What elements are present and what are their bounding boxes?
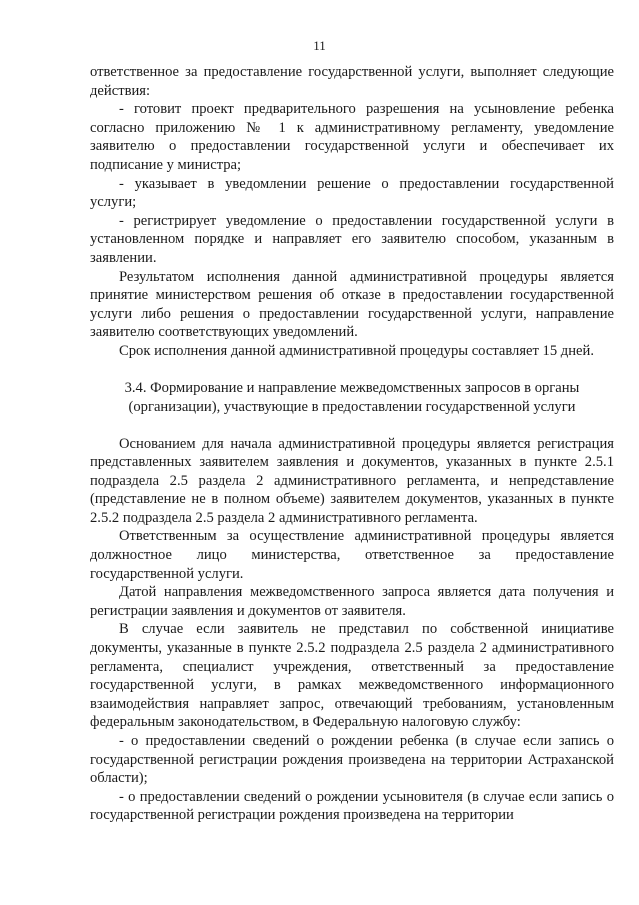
section-heading bbox=[90, 379, 614, 417]
paragraph: Ответственным за осуществление административной процедуры является должностное лицо министерства, ответственное за предоставление государственной услуги. bbox=[90, 528, 614, 582]
page-number: 11 bbox=[313, 38, 326, 53]
paragraph: - регистрирует уведомление о предоставлении государственной услуги в установленном порядке и направляет его заявителю способом, указанным в заявлении. bbox=[90, 212, 614, 266]
paragraph: Срок исполнения данной административной процедуры составляет 15 дней. bbox=[119, 342, 594, 359]
paragraph: Результатом исполнения данной административной процедуры является принятие министерством решения об отказе в предоставлении государственной услуги либо решения о предоставлении государственной услуги, направление заявителю соответствующих уведомлений. bbox=[90, 268, 614, 341]
paragraph: Датой направления межведомственного запроса является дата получения и регистрации заявления и документов от заявителя. bbox=[90, 584, 614, 619]
paragraph: - о предоставлении сведений о рождении усыновителя (в случае если запись о государственной регистрации рождения произведена на территории bbox=[90, 788, 614, 824]
paragraph: В случае если заявитель не представил по собственной инициативе документы, указанные в пункте 2.5.2 подраздела 2.5 раздела 2 административного регламента, специалист учреждения, ответственный за предоставление государственной услуги, в рамках межведомственного информационного взаимодействия направляет запрос, отвечающий требованиям, установленным федеральным законодательством, в Федеральную налоговую службу: bbox=[90, 621, 614, 731]
section-heading-line: 3.4. Формирование и направление межведомственных запросов в органы bbox=[124, 379, 580, 396]
paragraph: - готовит проект предварительного разрешения на усыновление ребенка согласно приложению № 1 к административному регламенту, уведомление заявителю о предоставлении государственной услуги и обеспечивает их подписание у министра; bbox=[90, 101, 614, 173]
document-body bbox=[90, 63, 614, 825]
paragraph: - указывает в уведомлении решение о предоставлении государственной услуги; bbox=[90, 175, 614, 211]
paragraph: ответственное за предоставление государственной услуги, выполняет следующие действия: bbox=[90, 64, 614, 99]
paragraph: - о предоставлении сведений о рождении ребенка (в случае если запись о государственной регистрации рождения произведена на территории Астраханской области); bbox=[90, 733, 614, 787]
paragraph: Основанием для начала административной процедуры является регистрация представленных заявителем заявления и документов, указанных в пункте 2.5.1 подраздела 2.5 раздела 2 административного регламента, и непредставление (представление не в полном объеме) заявителем документов, указанных в пункте 2.5.2 подраздела 2.5 раздела 2 административного регламента. bbox=[90, 435, 614, 526]
section-heading-line: (организации), участвующие в предоставлении государственной услуги bbox=[128, 398, 576, 415]
